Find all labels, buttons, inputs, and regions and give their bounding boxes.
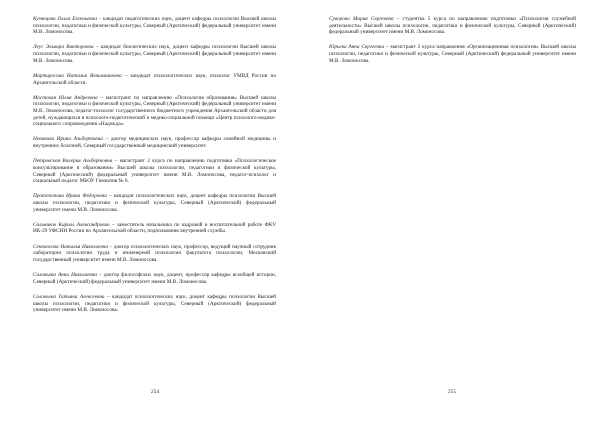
author-description: – кандидат педагогических наук, доцент кафедры психологии Высшей школы психологии, педагогики и физической культуры, Северный (Арктический) федеральный университет имени М.В. Ломоносова. xyxy=(33,16,277,36)
author-entry xyxy=(33,193,276,213)
author-name: Соловьева Татьяна Алексеевна xyxy=(33,294,105,301)
author-description: – магистрант 2 курса по направлению подготовки «Психологическое консультирование в образовании» Высшей школы психологии, педагогики и физической культуры, Северный (Арктический) федеральный университет имени М.В. Ломоносова, педагог-психолог и социальный педагог МБОУ Гимназия № 6. xyxy=(33,158,276,185)
author-description: – заместитель начальника по кадровой и воспитательной работе ФКУ ИК-29 УФСИН России по Архангельской области, подполковник внутренней службы. xyxy=(33,221,276,235)
author-name: Юрьева Анна Сергеевна xyxy=(329,44,385,51)
author-description: – доктор психологических наук, профессор, ведущий научный сотрудник лаборатории психологии труда и инженерной психологии факультета психологии, Московский государственный университет имени М.В. Ломоносова. xyxy=(33,243,277,263)
author-name: Мартиросова Наталья Веньяминовна xyxy=(33,72,122,79)
author-description: – доктор медицинских наук, профессор кафедры семейной медицины и внутренних болезней, Северный государственный медицинский университет. xyxy=(33,136,276,150)
author-entry xyxy=(33,73,276,86)
author-description: – доктор философских наук, доцент, профессор кафедры всеобщей истории, Северный (Арктический) федеральный университет имени М.В. Ломоносова. xyxy=(33,272,277,285)
author-name: Новикова Ирина Альбертовна xyxy=(33,136,103,143)
author-entry xyxy=(33,158,276,184)
author-name: Суворова Мария Сергеевна xyxy=(329,16,394,22)
right-page-column xyxy=(329,16,576,73)
author-entry xyxy=(329,16,576,36)
author-entry xyxy=(329,44,576,64)
left-page-column xyxy=(33,16,276,323)
page-number: 254 xyxy=(150,389,160,395)
author-description: – кандидат психологических наук, доцент кафедры психологии Высшей школы психологии, педагогики и физической культуры, Северный (Арктический) федеральный университет имени М.В. Ломоносова. xyxy=(33,193,276,213)
right-page xyxy=(300,0,600,424)
author-description: – магистрант по направлению «Психология образования» Высшей школы психологии, педагогики и физической культуры, Северный (Арктический) федеральный университет имени М.В. Ломоносова, педагог-психолог государственного бюджетного учреждения Архангельской области для детей, нуждающихся в психолого-педагогической и медико-социальной помощи «Центр психолого-медико-социального сопровождения «Надежда». xyxy=(33,94,276,128)
author-entry xyxy=(33,244,276,264)
author-entry xyxy=(33,44,276,64)
author-description: – кандидат психологических наук, доцент кафедры психологии Высшей школы психологии, педагогики и физической культуры, Северный (Арктический) федеральный университет имени М.В. Ломоносова. xyxy=(33,294,276,314)
author-entry xyxy=(33,294,276,314)
author-entry xyxy=(33,95,276,128)
author-name: Сальников Кирилл Александрович xyxy=(33,221,110,228)
author-entry xyxy=(33,16,276,36)
author-entry xyxy=(33,136,276,149)
author-name: Протопопова Ирина Федоровна xyxy=(33,193,107,200)
author-entry xyxy=(33,222,276,235)
author-description: – кандидат психологических наук, психолог УМВД России по Архангельской области. xyxy=(33,72,276,86)
page-number: 255 xyxy=(447,389,457,395)
author-name: Сенокосова Наталья Николаевна xyxy=(33,243,108,250)
author-name: Кузнецова Ольга Евгеньевна xyxy=(33,16,97,22)
author-name: Соловьева Анна Николаевна xyxy=(33,272,98,279)
author-entry xyxy=(33,272,276,285)
author-name: Леус Эльвира Викторовна xyxy=(33,44,94,51)
author-name: Мостовая Юлия Андреевна xyxy=(33,94,98,101)
author-description: – кандидат биологических наук, доцент кафедры психологии Высшей школы психологии, педагогики и физической культуры, Северный (Арктический) федеральный университет имени М.В. Ломоносова. xyxy=(33,44,276,64)
author-description: – магистрант 2 курса направления «Организационная психология» Высшей школы психологии, педагогики и физической культуры, Северный (Арктический) федеральный университет имени М.В. Ломоносова. xyxy=(329,44,576,64)
author-name: Петровская Валерия Альбертовна xyxy=(33,158,113,165)
author-description: – студентка 5 курса по направлению подготовки «Психология служебной деятельности» Высшей школы психологии, педагогики и физической культуры, Северный (Арктический) федеральный университет имени М.В. Ломоносова. xyxy=(329,16,576,36)
